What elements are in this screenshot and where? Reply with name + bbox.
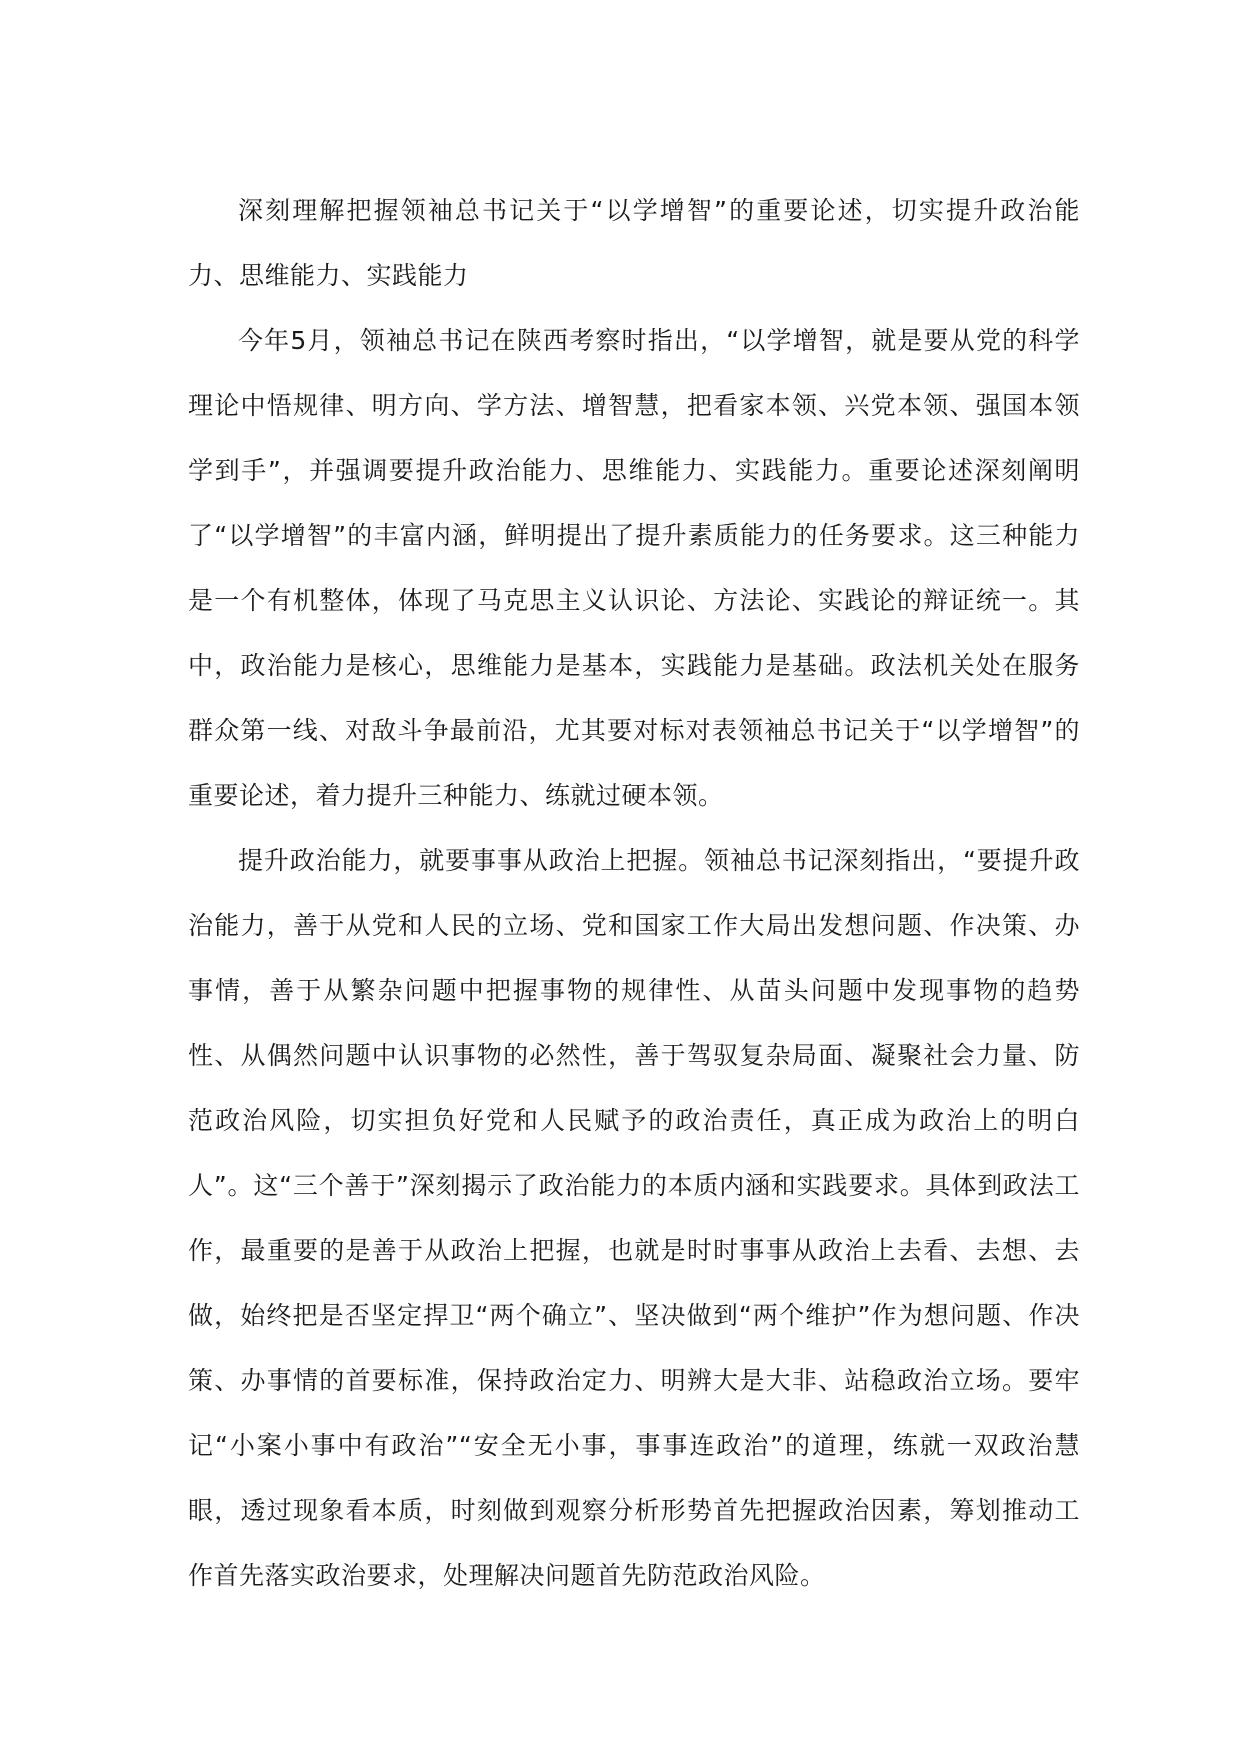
body-paragraph-2: 提升政治能力，就要事事从政治上把握。领袖总书记深刻指出，“要提升政治能力，善于从党和人民的立场、党和国家工作大局出发想问题、作决策、办事情，善于从繁杂问题中把握事物的规律性、从苗头问题中发现事物的趋势性、从偶然问题中认识事物的必然性，善于驾驭复杂局面、凝聚社会力量、防范政治风险，切实担负好党和人民赋予的政治责任，真正成为政治上的明白人”。这“三个善于”深刻揭示了政治能力的本质内涵和实践要求。具体到政法工作，最重要的是善于从政治上把握，也就是时时事事从政治上去看、去想、去做，始终把是否坚定捍卫“两个确立”、坚决做到“两个维护”作为想问题、作决策、办事情的首要标准，保持政治定力、明辨大是大非、站稳政治立场。要牢记“小案小事中有政治”“安全无小事，事事连政治”的道理，练就一双政治慧眼，透过现象看本质，时刻做到观察分析形势首先把握政治因素，筹划推动工作首先落实政治要求，处理解决问题首先防范政治风险。 [188,846,1080,1590]
heading-paragraph: 深刻理解把握领袖总书记关于“以学增智”的重要论述，切实提升政治能力、思维能力、实践能力 [188,196,1080,290]
body-paragraph-1: 今年5月，领袖总书记在陕西考察时指出，“以学增智，就是要从党的科学理论中悟规律、明方向、学方法、增智慧，把看家本领、兴党本领、强国本领学到手”，并强调要提升政治能力、思维能力、实践能力。重要论述深刻阐明了“以学增智”的丰富内涵，鲜明提出了提升素质能力的任务要求。这三种能力是一个有机整体，体现了马克思主义认识论、方法论、实践论的辩证统一。其中，政治能力是核心，思维能力是基本，实践能力是基础。政法机关处在服务群众第一线、对敌斗争最前沿，尤其要对标对表领袖总书记关于“以学增智”的重要论述，着力提升三种能力、练就过硬本领。 [188,326,1080,810]
document-page [188,178,1080,1608]
